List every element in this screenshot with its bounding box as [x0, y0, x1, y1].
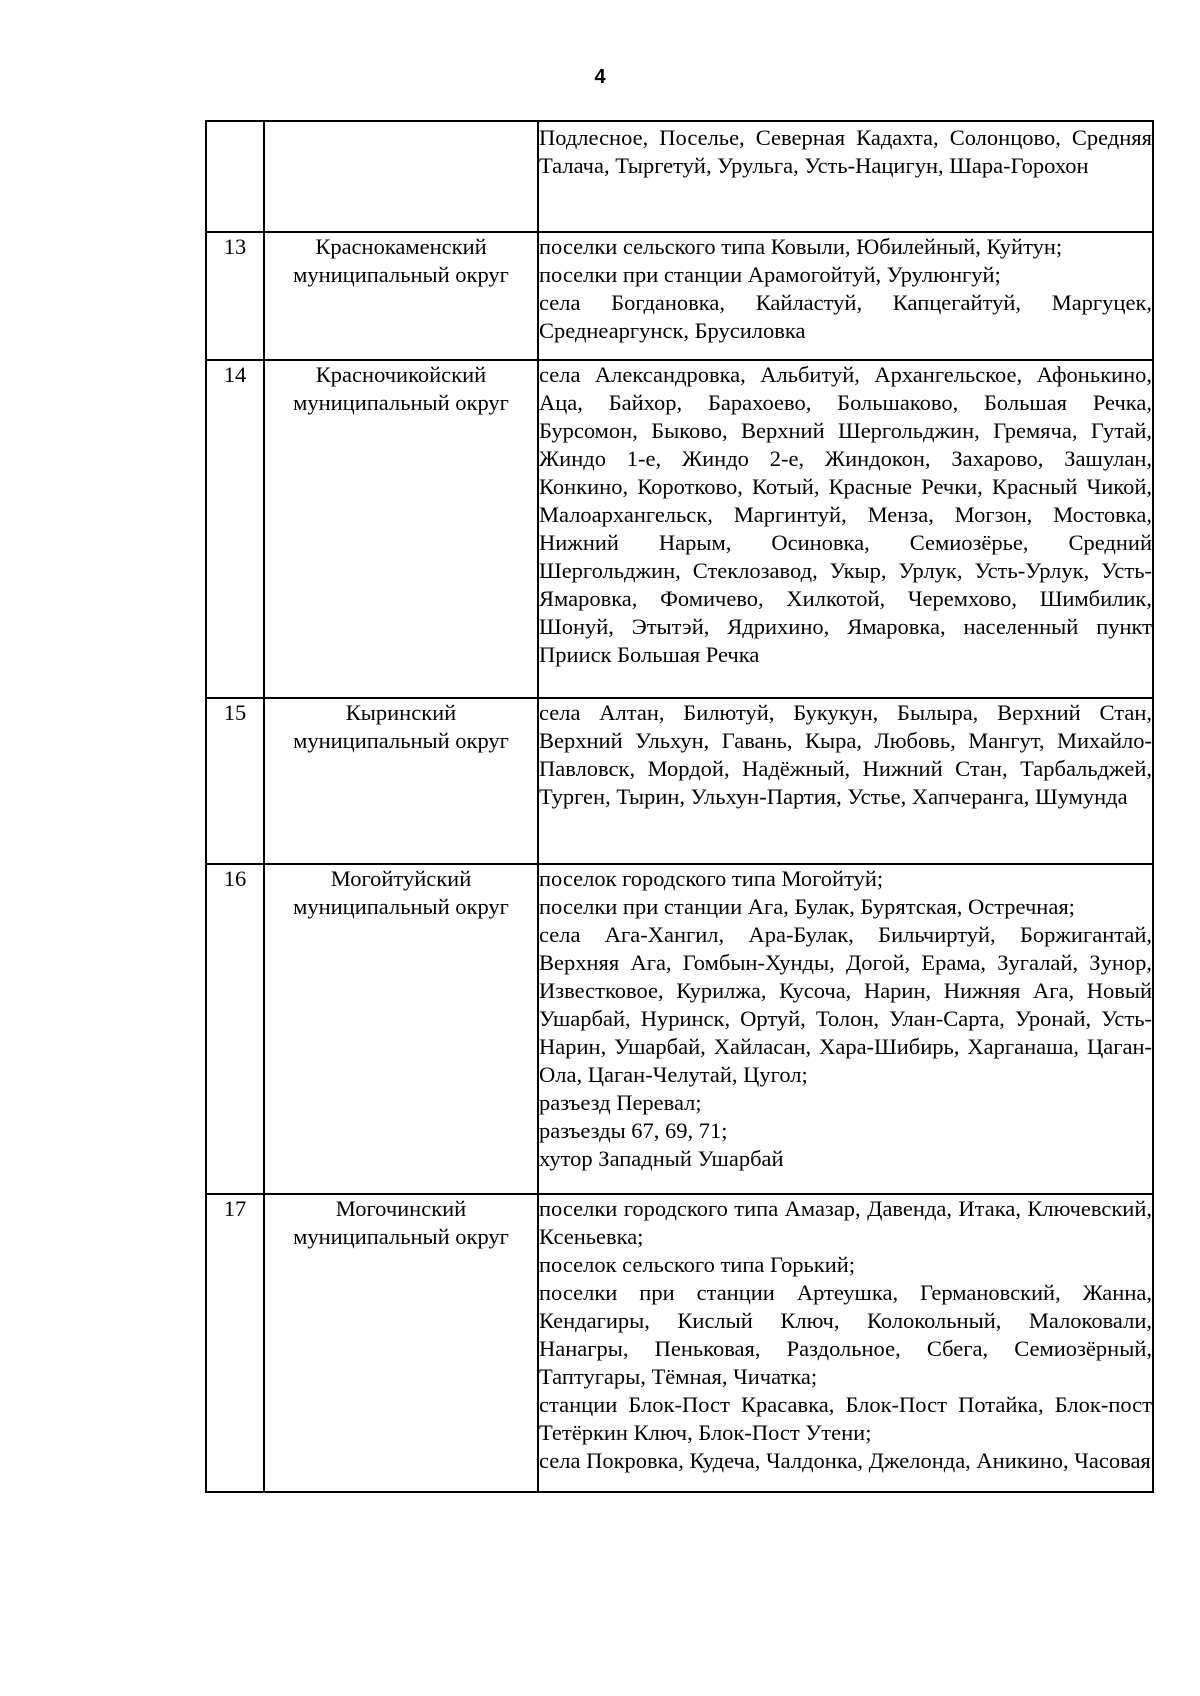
row-number	[206, 121, 264, 232]
row-number: 16	[206, 864, 264, 1194]
settlement-line: хутор Западный Ушарбай	[539, 1146, 784, 1171]
settlement-line: поселок городского типа Могойтуй;	[539, 866, 884, 891]
settlements-table	[205, 120, 1154, 1493]
row-number: 15	[206, 698, 264, 864]
row-number: 17	[206, 1194, 264, 1492]
settlement-line: поселок сельского типа Горький;	[539, 1252, 856, 1277]
settlement-line: села Алтан, Билютуй, Букукун, Былыра, Верхний Стан, Верхний Ульхун, Гавань, Кыра, Любовь, Мангут, Михайло-Павловск, Мордой, Надёжный, Нижний Стан, Тарбальджей, Турген, Тырин, Ульхун-Партия, Устье, Хапчеранга, Шумунда	[539, 700, 1152, 809]
settlement-line: поселки сельского типа Ковыли, Юбилейный, Куйтун;	[539, 234, 1063, 259]
settlement-line: поселки при станции Арамогойтуй, Урулюнгуй;	[539, 262, 1001, 287]
district-name: Краснокаменский муниципальный округ	[264, 232, 538, 360]
table-row	[206, 1194, 1153, 1492]
row-number: 14	[206, 360, 264, 698]
settlement-line: поселки при станции Ага, Булак, Бурятская, Остречная;	[539, 894, 1075, 919]
settlement-line: разъезд Перевал;	[539, 1090, 702, 1115]
settlement-line: поселки городского типа Амазар, Давенда, Итака, Ключевский, Ксеньевка;	[539, 1196, 1152, 1249]
settlement-line: станции Блок-Пост Красавка, Блок-Пост Потайка, Блок-пост Тетёркин Ключ, Блок-Пост Утени;	[539, 1392, 1152, 1445]
settlement-line: поселки при станции Артеушка, Германовский, Жанна, Кендагиры, Кислый Ключ, Колокольный, Малоковали, Нанагры, Пеньковая, Раздольное, Сбега, Семиозёрный, Таптугары, Тёмная, Чичатка;	[539, 1280, 1152, 1389]
settlement-list	[538, 360, 1153, 698]
district-name: Кыринский муниципальный округ	[264, 698, 538, 864]
table-row	[206, 698, 1153, 864]
district-name: Могочинский муниципальный округ	[264, 1194, 538, 1492]
settlement-list	[538, 232, 1153, 360]
settlement-line: села Покровка, Кудеча, Чалдонка, Джелонда, Аникино, Часовая	[539, 1448, 1151, 1473]
settlement-line: села Ага-Хангил, Ара-Булак, Бильчиртуй, Боржигантай, Верхняя Ага, Гомбын-Хунды, Догой, Ерама, Зугалай, Зунор, Известковое, Курилжа, Кусоча, Нарин, Нижняя Ага, Новый Ушарбай, Нуринск, Ортуй, Толон, Улан-Сарта, Уронай, Усть-Нарин, Ушарбай, Хайласан, Хара-Шибирь, Харганаша, Цаган-Ола, Цаган-Челутай, Цугол;	[539, 922, 1152, 1087]
district-name: Красночикойский муниципальный округ	[264, 360, 538, 698]
settlement-line: села Богдановка, Кайластуй, Капцегайтуй, Маргуцек, Среднеаргунск, Брусиловка	[539, 290, 1152, 343]
settlement-list	[538, 864, 1153, 1194]
table-row	[206, 232, 1153, 360]
page-number: 4	[594, 66, 606, 88]
settlement-list	[538, 1194, 1153, 1492]
settlement-line: разъезды 67, 69, 71;	[539, 1118, 728, 1143]
table-row	[206, 121, 1153, 232]
table-row	[206, 864, 1153, 1194]
district-name: Могойтуйский муниципальный округ	[264, 864, 538, 1194]
district-name	[264, 121, 538, 232]
settlement-line: села Александровка, Альбитуй, Архангельское, Афонькино, Аца, Байхор, Барахоево, Большаково, Большая Речка, Бурсомон, Быково, Верхний Шергольджин, Гремяча, Гутай, Жиндо 1-е, Жиндо 2-е, Жиндокон, Захарово, Зашулан, Конкино, Коротково, Котый, Красные Речки, Красный Чикой, Малоархангельск, Маргинтуй, Менза, Могзон, Мостовка, Нижний Нарым, Осиновка, Семиозёрье, Средний Шергольджин, Стеклозавод, Укыр, Урлук, Усть-Урлук, Усть-Ямаровка, Фомичево, Хилкотой, Черемхово, Шимбилик, Шонуй, Этытэй, Ядрихино, Ямаровка, населенный пункт Прииск Большая Речка	[539, 362, 1152, 667]
row-number: 13	[206, 232, 264, 360]
table-row	[206, 360, 1153, 698]
settlement-list	[538, 121, 1153, 232]
settlement-line: Подлесное, Поселье, Северная Кадахта, Солонцово, Средняя Талача, Тыргетуй, Урульга, Усть-Нацигун, Шара-Горохон	[539, 125, 1152, 178]
settlement-list	[538, 698, 1153, 864]
